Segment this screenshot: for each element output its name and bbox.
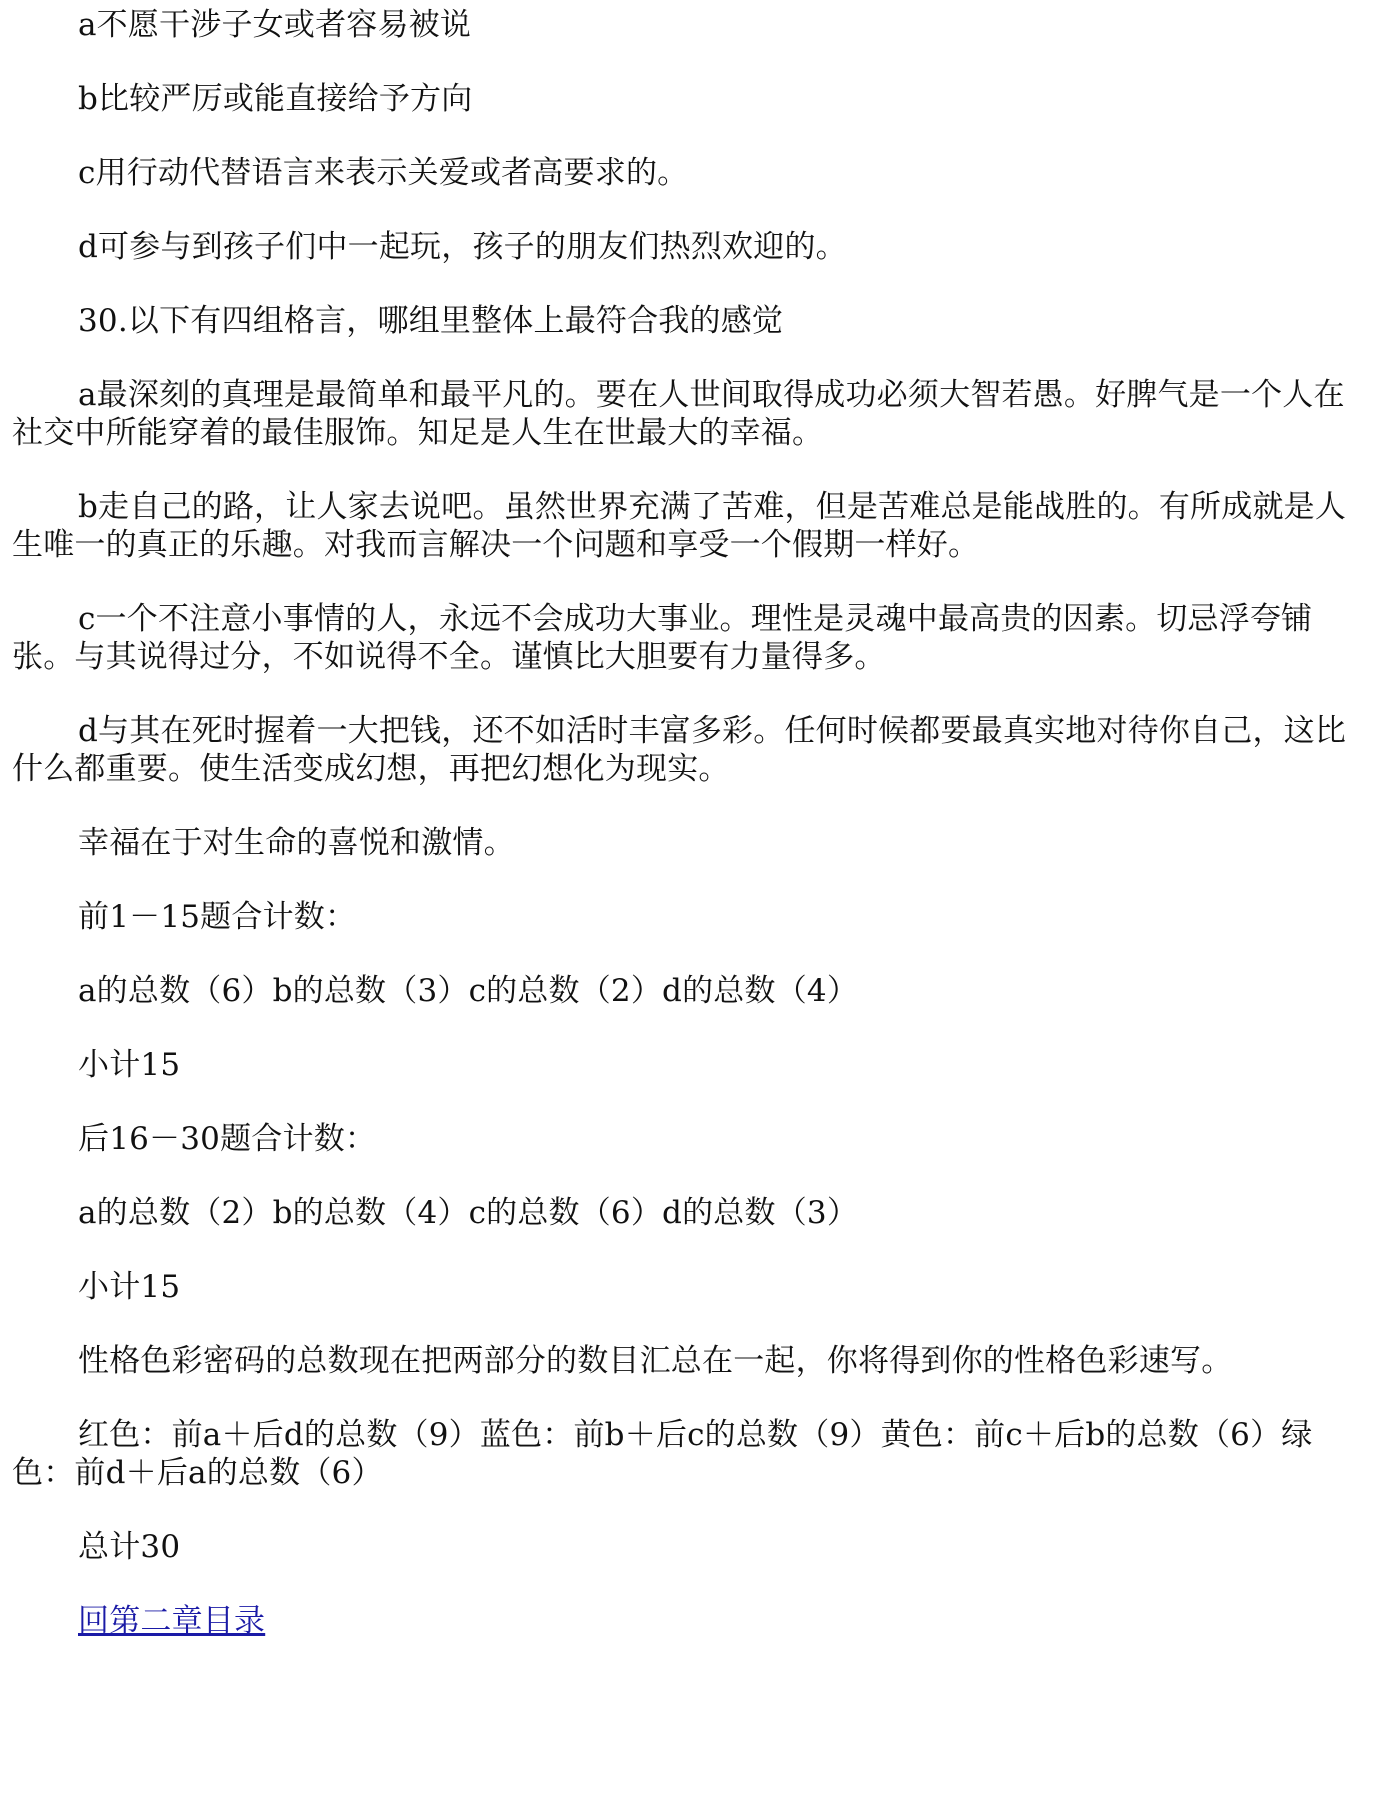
second-half-subtotal: 小计15	[78, 1269, 181, 1305]
motto-continuation: 幸福在于对生命的喜悦和激情。	[78, 825, 515, 861]
motto-group-a: a最深刻的真理是最简单和最平凡的。要在人世间取得成功必须大智若愚。好脾气是一个人在社交中所能穿着的最佳服饰。知足是人生在世最大的幸福。	[12, 377, 1345, 451]
motto-group-d: d与其在死时握着一大把钱，还不如活时丰富多彩。任何时候都要最真实地对待你自己，这比什么都重要。使生活变成幻想，再把幻想化为现实。	[12, 713, 1347, 787]
first-half-heading: 前1－15题合计数：	[78, 899, 357, 935]
motto-group-c: c一个不注意小事情的人，永远不会成功大事业。理性是灵魂中最高贵的因素。切忌浮夸铺张。与其说得过分，不如说得不全。谨慎比大胆要有力量得多。	[12, 601, 1313, 675]
grand-total: 总计30	[78, 1529, 181, 1565]
option-d-text: d可参与到孩子们中一起玩，孩子的朋友们热烈欢迎的。	[78, 229, 847, 265]
option-a-text: a不愿干涉子女或者容易被说	[78, 7, 472, 43]
second-half-heading: 后16－30题合计数：	[78, 1121, 377, 1157]
question-30: 30.以下有四组格言，哪组里整体上最符合我的感觉	[78, 303, 784, 339]
first-half-subtotal: 小计15	[78, 1047, 181, 1083]
motto-group-b: b走自己的路，让人家去说吧。虽然世界充满了苦难，但是苦难总是能战胜的。有所成就是人生唯一的真正的乐趣。对我而言解决一个问题和享受一个假期一样好。	[12, 489, 1347, 563]
document-body	[12, 0, 1360, 1676]
back-to-chapter-two-link[interactable]: 回第二章目录	[78, 1603, 266, 1639]
back-link-row	[12, 1602, 1360, 1640]
second-half-counts: a的总数（2）b的总数（4）c的总数（6）d的总数（3）	[78, 1195, 859, 1231]
option-b-text: b比较严厉或能直接给予方向	[78, 81, 473, 117]
summary-intro: 性格色彩密码的总数现在把两部分的数目汇总在一起，你将得到你的性格色彩速写。	[78, 1343, 1233, 1379]
color-totals: 红色：前a＋后d的总数（9）蓝色：前b＋后c的总数（9）黄色：前c＋后b的总数（6）绿色：前d＋后a的总数（6）	[12, 1417, 1313, 1491]
first-half-counts: a的总数（6）b的总数（3）c的总数（2）d的总数（4）	[78, 973, 859, 1009]
option-c-text: c用行动代替语言来表示关爱或者高要求的。	[78, 155, 689, 191]
